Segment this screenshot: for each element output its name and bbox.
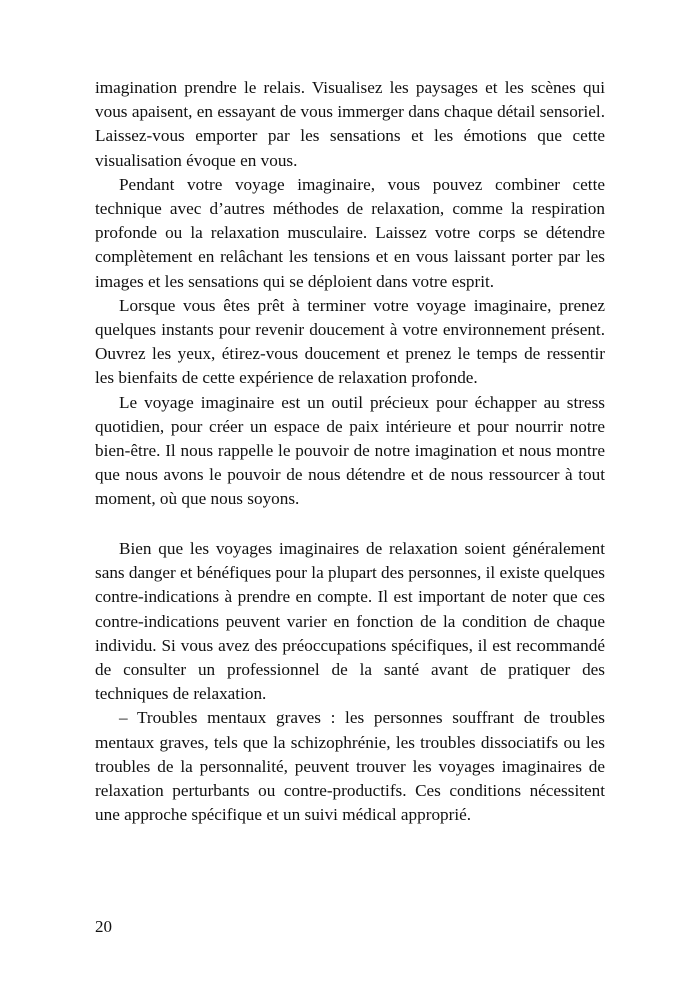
body-text-section-1 — [95, 76, 605, 512]
paragraph: Le voyage imaginaire est un outil précieux pour échapper au stress quotidien, pour créer un espace de paix intérieure et pour nourrir notre bien-être. Il nous rappelle le pouvoir de notre imagination et nous montre que nous avons le pouvoir de nous détendre et de nous ressourcer à tout moment, où que nous soyons. — [95, 392, 605, 509]
paragraph: Pendant votre voyage imaginaire, vous pouvez combiner cette technique avec d’autres méthodes de relaxation, comme la respiration profonde ou la relaxation musculaire. Laissez votre corps se détendre complètement en relâchant les tensions et en vous laissant porter par les images et les sensations qui se déploient dans votre esprit. — [95, 174, 605, 291]
paragraph: Bien que les voyages imaginaires de relaxation soient généralement sans danger et bénéfiques pour la plupart des personnes, il existe quelques contre-indications à prendre en compte. Il est important de noter que ces contre-indications peuvent varier en fonction de la condition de chaque individu. Si vous avez des préoccupations spécifiques, il est recommandé de consulter un professionnel de la santé avant de pratiquer des techniques de relaxation. — [95, 539, 605, 704]
page-number: 20 — [95, 917, 112, 936]
body-text-section-2 — [95, 537, 605, 827]
paragraph: Lorsque vous êtes prêt à terminer votre voyage imaginaire, prenez quelques instants pour revenir doucement à votre environnement présent. Ouvrez les yeux, étirez-vous doucement et prenez le temps de ressentir les bienfaits de cette expérience de relaxation profonde. — [95, 295, 605, 388]
paragraph-list-item: – Troubles mentaux graves : les personnes souffrant de troubles mentaux graves, tels que la schizophrénie, les troubles dissociatifs ou les troubles de la personnalité, peuvent trouver les voyages imaginaires de relaxation perturbants ou contre-productifs. Ces conditions nécessitent une approche spécifique et un suivi médical approprié. — [95, 708, 605, 825]
paragraph-continuation: imagination prendre le relais. Visualisez les paysages et les scènes qui vous apaisent, en essayant de vous immerger dans chaque détail sensoriel. Laissez-vous emporter par les sensations et les émotions que cette visualisation évoque en vous. — [95, 78, 605, 170]
